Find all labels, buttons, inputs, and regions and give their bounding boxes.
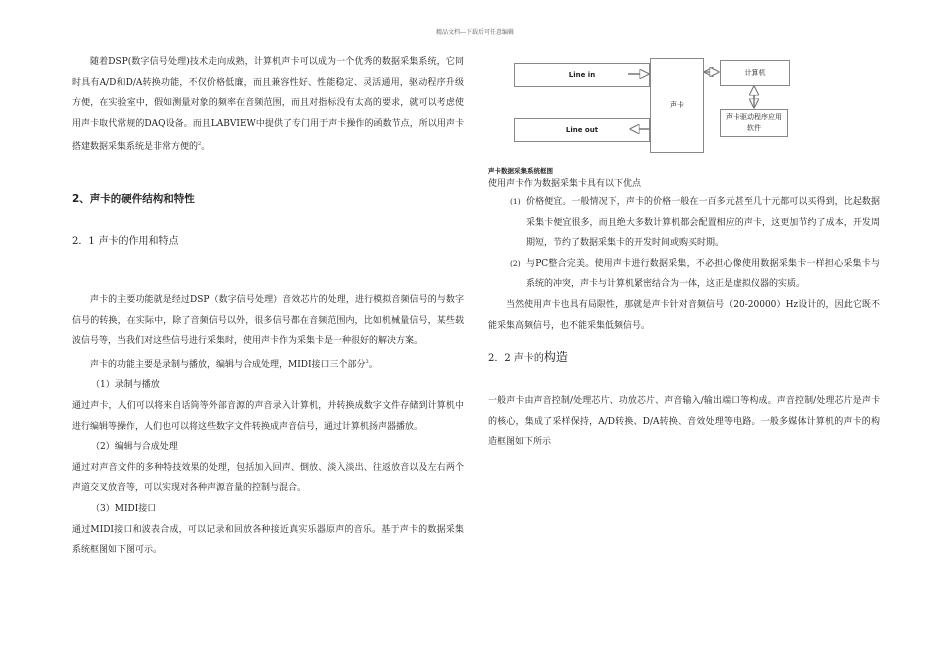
limitations-paragraph: 当然使用声卡也具有局限性，那就是声卡针对音频信号（20-20000）Hz设计的，因此它既不能采集高频信号，也不能采集低频信号。 [488,299,880,331]
structure-paragraph: 一般声卡由声音控制/处理芯片、功放芯片、声音输入/输出端口等构成。声音控制/处理芯片是声卡的核心，集成了采样保持，A/D转换、D/A转换、音效处理等电路。一般多媒体计算机的声卡的构造框图如下所示 [488,396,880,448]
advantage-pc-integration: (2) 与PC整合完美。使用声卡进行数据采集，不必担心像使用数据采集卡一样担心采集卡与系统的冲突，声卡与计算机紧密结合为一体，这正是虚拟仪器的实质。 [510,258,880,290]
driver-software-box: 声卡驱动程序应用软件 [720,109,788,137]
section-2-2-heading: 2．2 声卡的构造 [488,350,568,365]
line-in-box: Line in [514,63,650,87]
left-column [72,52,464,561]
section-2-1-heading: 2．1 声卡的作用和特点 [72,235,179,247]
sound-card-box: 声卡 [650,58,704,153]
feature-summary: 声卡的功能主要是录制与播放，编辑与合成处理，MIDI接口三个部分$^3$。 [90,358,378,370]
subheading-editing: （2）编辑与合成处理 [91,442,178,453]
line-out-box: Line out [514,118,650,142]
computer-box: 计算机 [720,60,790,86]
diagram-caption: 声卡数据采集系统框图 [488,167,553,175]
advantages-intro: 使用声卡作为数据采集卡具有以下优点 [488,179,642,189]
right-column [488,55,880,453]
subheading-midi: （3）MIDI接口 [91,503,157,514]
section-2-heading: 2、声卡的硬件结构和特性 [72,192,195,205]
advantage-price: (1) 价格便宜。一般情况下，声卡的价格一般在一百多元甚至几十元都可以买得到，比起数据采集卡便宜很多，而且绝大多数计算机都会配置相应的声卡，这更加节约了成本，开发周期短，节约了数据采集卡的开发时间或购买时期。 [510,197,880,249]
page-header: 精品文档---下载后可任意编辑 [435,29,515,36]
diagram-arrows [488,55,880,165]
recording-paragraph: 通过声卡，人们可以将来自话筒等外部音源的声音录入计算机，并转换成数字文件存储到计算机中进行编辑等操作，人们也可以将这些数字文件转换成声音信号，通过计算机扬声器播放。 [72,400,464,432]
editing-paragraph: 通过对声音文件的多种特技效果的处理，包括加入回声、倒放、淡入淡出、往返放音以及左右两个声道交叉放音等，可以实现对各种声源音量的控制与混合。 [72,462,464,494]
subheading-recording: （1）录制与播放 [91,380,160,391]
intro-paragraph: 随着DSP(数字信号处理)技术走向成熟，计算机声卡可以成为一个优秀的数据采集系统，它同时具有A/D和D/A转换功能，不仅价格低廉，而且兼容性好、性能稳定、灵活通用，驱动程序升级方便，在实验室中，假如测量对象的频率在音频范围，而且对指标没有太高的要求，就可以考虑使用声卡取代常规的DAQ设备。而且LABVIEW中提供了专门用于声卡操作的函数节点，所以用声卡搭建数据采集系统是非常方便的$^2$。 [72,57,464,153]
midi-paragraph: 通过MIDI接口和波表合成，可以记录和回放各种接近真实乐器原声的音乐。基于声卡的数据采集系统框图如下图可示。 [72,524,464,556]
function-paragraph: 声卡的主要功能就是经过DSP（数字信号处理）音效芯片的处理，进行模拟音频信号的与数字信号的转换，在实际中，除了音频信号以外，很多信号都在音频范围内，比如机械量信号，某些载波信号等，当我们对这些信号进行采集时，使用声卡作为采集卡是一种很好的解决方案。 [72,294,464,347]
sound-card-diagram [488,55,880,165]
